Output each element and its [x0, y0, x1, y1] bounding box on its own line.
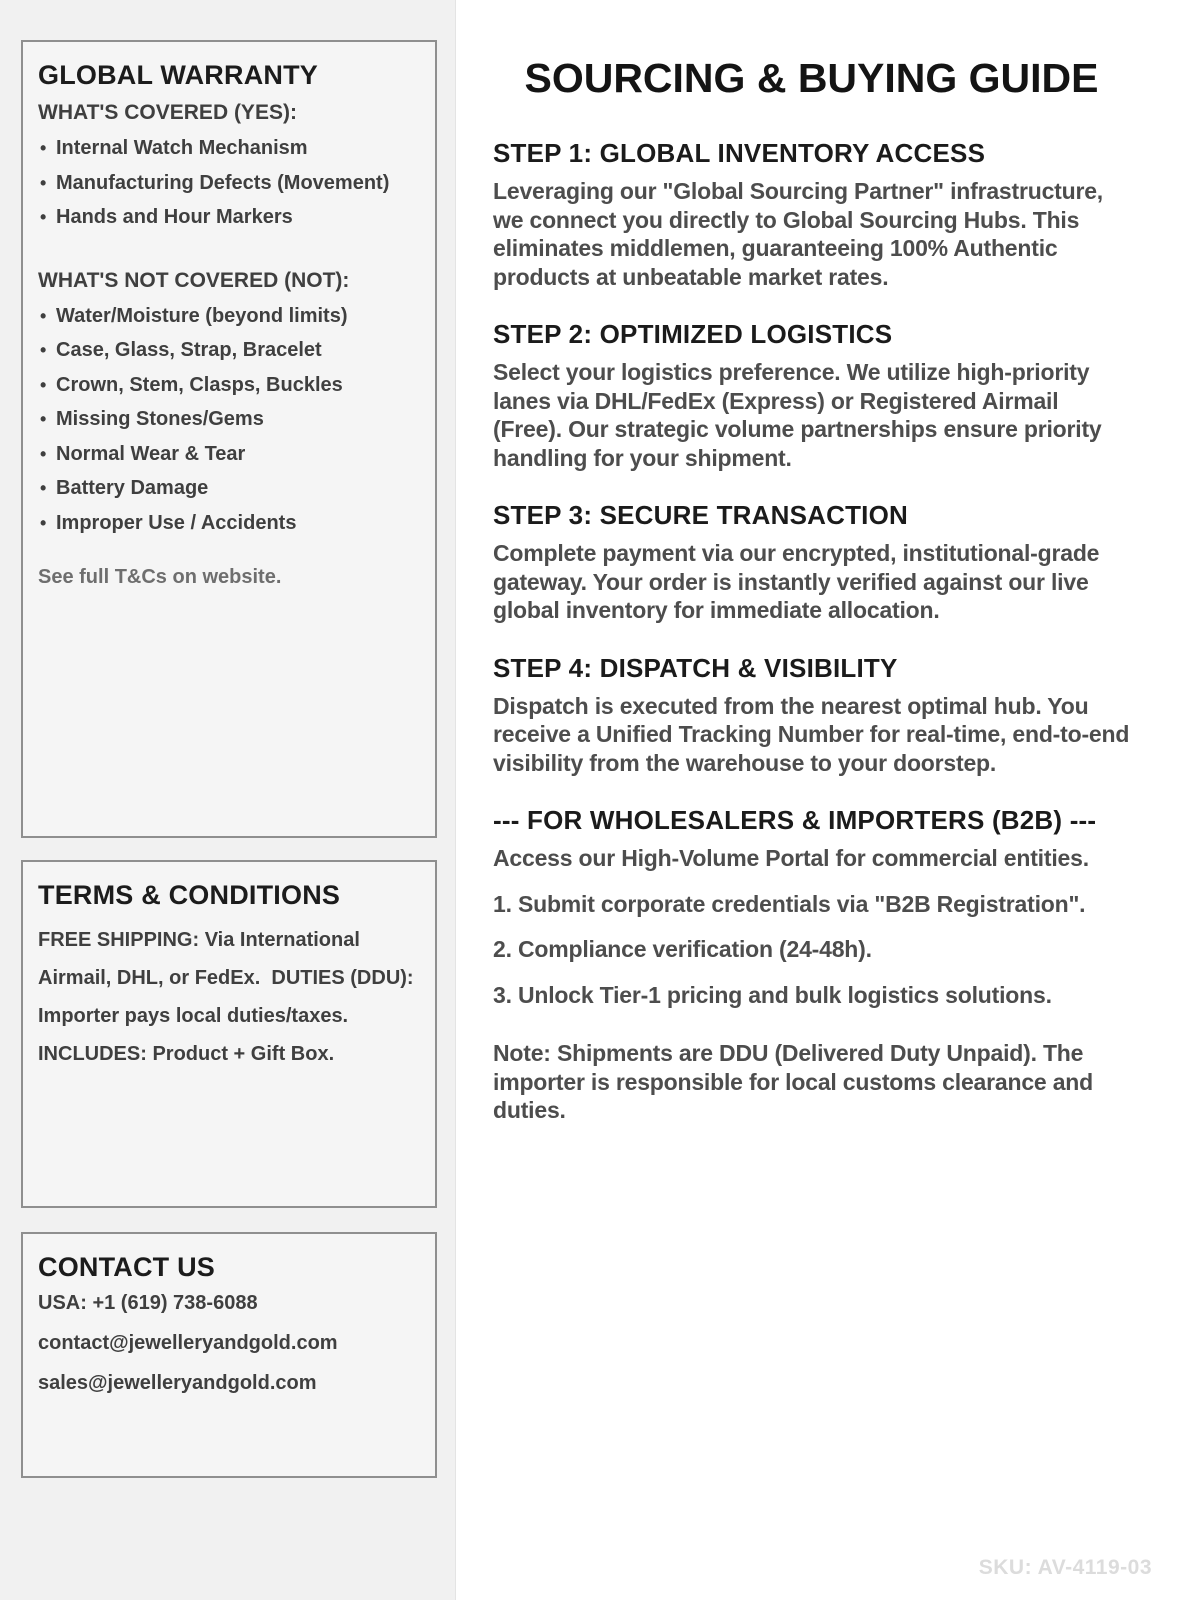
step-heading: STEP 1: GLOBAL INVENTORY ACCESS: [493, 138, 986, 168]
global-warranty-card: [21, 40, 437, 838]
step-section-1: [493, 138, 1130, 291]
b2b-intro: Access our High-Volume Portal for commercial entities.: [493, 845, 1089, 871]
list-item: • Missing Stones/Gems: [38, 402, 420, 437]
step-body: Select your logistics preference. We utilize high-priority lanes via DHL/FedEx (Express) or Registered Airmail (Free). Our strategic volume partnerships ensure priority handling for your shipment.: [493, 359, 1102, 471]
terms-body: FREE SHIPPING: Via International Airmail, DHL, or FedEx. DUTIES (DDU): Importer pays local duties/taxes. INCLUDES: Product + Gift Box.: [38, 929, 420, 1065]
covered-heading: WHAT'S COVERED (YES):: [38, 101, 297, 124]
step-heading: STEP 3: SECURE TRANSACTION: [493, 500, 908, 530]
list-item: • Case, Glass, Strap, Bracelet: [38, 333, 420, 368]
list-item: • Crown, Stem, Clasps, Buckles: [38, 368, 420, 403]
contact-email-primary: contact@jewelleryandgold.com: [38, 1332, 338, 1354]
step-body: Dispatch is executed from the nearest optimal hub. You receive a Unified Tracking Number for real-time, end-to-end visibility from the warehouse to your doorstep.: [493, 692, 1130, 776]
info-sidebar: [0, 0, 456, 1600]
list-item: • Battery Damage: [38, 471, 420, 506]
list-item: • Water/Moisture (beyond limits): [38, 299, 420, 334]
list-item: • Improper Use / Accidents: [38, 506, 420, 541]
sku-label: SKU: AV-4119-03: [978, 1556, 1152, 1579]
not-covered-heading: WHAT'S NOT COVERED (NOT):: [38, 268, 350, 292]
step-section-4: [493, 653, 1130, 778]
terms-conditions-card: [21, 860, 437, 1208]
list-item: • Hands and Hour Markers: [38, 200, 420, 235]
step-body: Complete payment via our encrypted, institutional-grade gateway. Your order is instantly verified against our live global inventory for immediate allocation.: [493, 540, 1100, 623]
not-covered-list: [38, 299, 420, 541]
b2b-heading: --- FOR WHOLESALERS & IMPORTERS (B2B) ---: [493, 805, 1097, 835]
terms-title: TERMS & CONDITIONS: [38, 880, 341, 910]
b2b-section: [493, 805, 1130, 1125]
list-item: • Manufacturing Defects (Movement): [38, 166, 420, 201]
contact-title: CONTACT US: [38, 1252, 215, 1282]
covered-list: [38, 131, 420, 235]
step-heading: STEP 2: OPTIMIZED LOGISTICS: [493, 319, 893, 349]
step-section-3: [493, 500, 1130, 625]
b2b-item-2: 2. Compliance verification (24-48h).: [493, 936, 872, 962]
b2b-item-3: 3. Unlock Tier-1 pricing and bulk logistics solutions.: [493, 981, 1052, 1008]
sourcing-guide: [456, 0, 1200, 1600]
b2b-note: Note: Shipments are DDU (Delivered Duty Unpaid). The importer is responsible for local customs clearance and duties.: [493, 1040, 1093, 1123]
contact-us-card: [21, 1232, 437, 1478]
list-item: • Normal Wear & Tear: [38, 437, 420, 472]
contact-email-sales: sales@jewelleryandgold.com: [38, 1372, 317, 1394]
warranty-title: GLOBAL WARRANTY: [38, 60, 318, 90]
page-title: SOURCING & BUYING GUIDE: [524, 55, 1099, 101]
step-heading: STEP 4: DISPATCH & VISIBILITY: [493, 652, 898, 683]
b2b-item-1: 1. Submit corporate credentials via "B2B Registration".: [493, 890, 1086, 917]
step-body: Leveraging our "Global Sourcing Partner" infrastructure, we connect you directly to Global Sourcing Hubs. This eliminates middlemen, guaranteeing 100% Authentic products at unbeatable market rates.: [493, 178, 1104, 290]
warranty-footnote: See full T&Cs on website.: [38, 566, 282, 588]
step-section-2: [493, 319, 1130, 472]
contact-phone: USA: +1 (619) 738-6088: [38, 1292, 258, 1314]
list-item: • Internal Watch Mechanism: [38, 131, 420, 166]
